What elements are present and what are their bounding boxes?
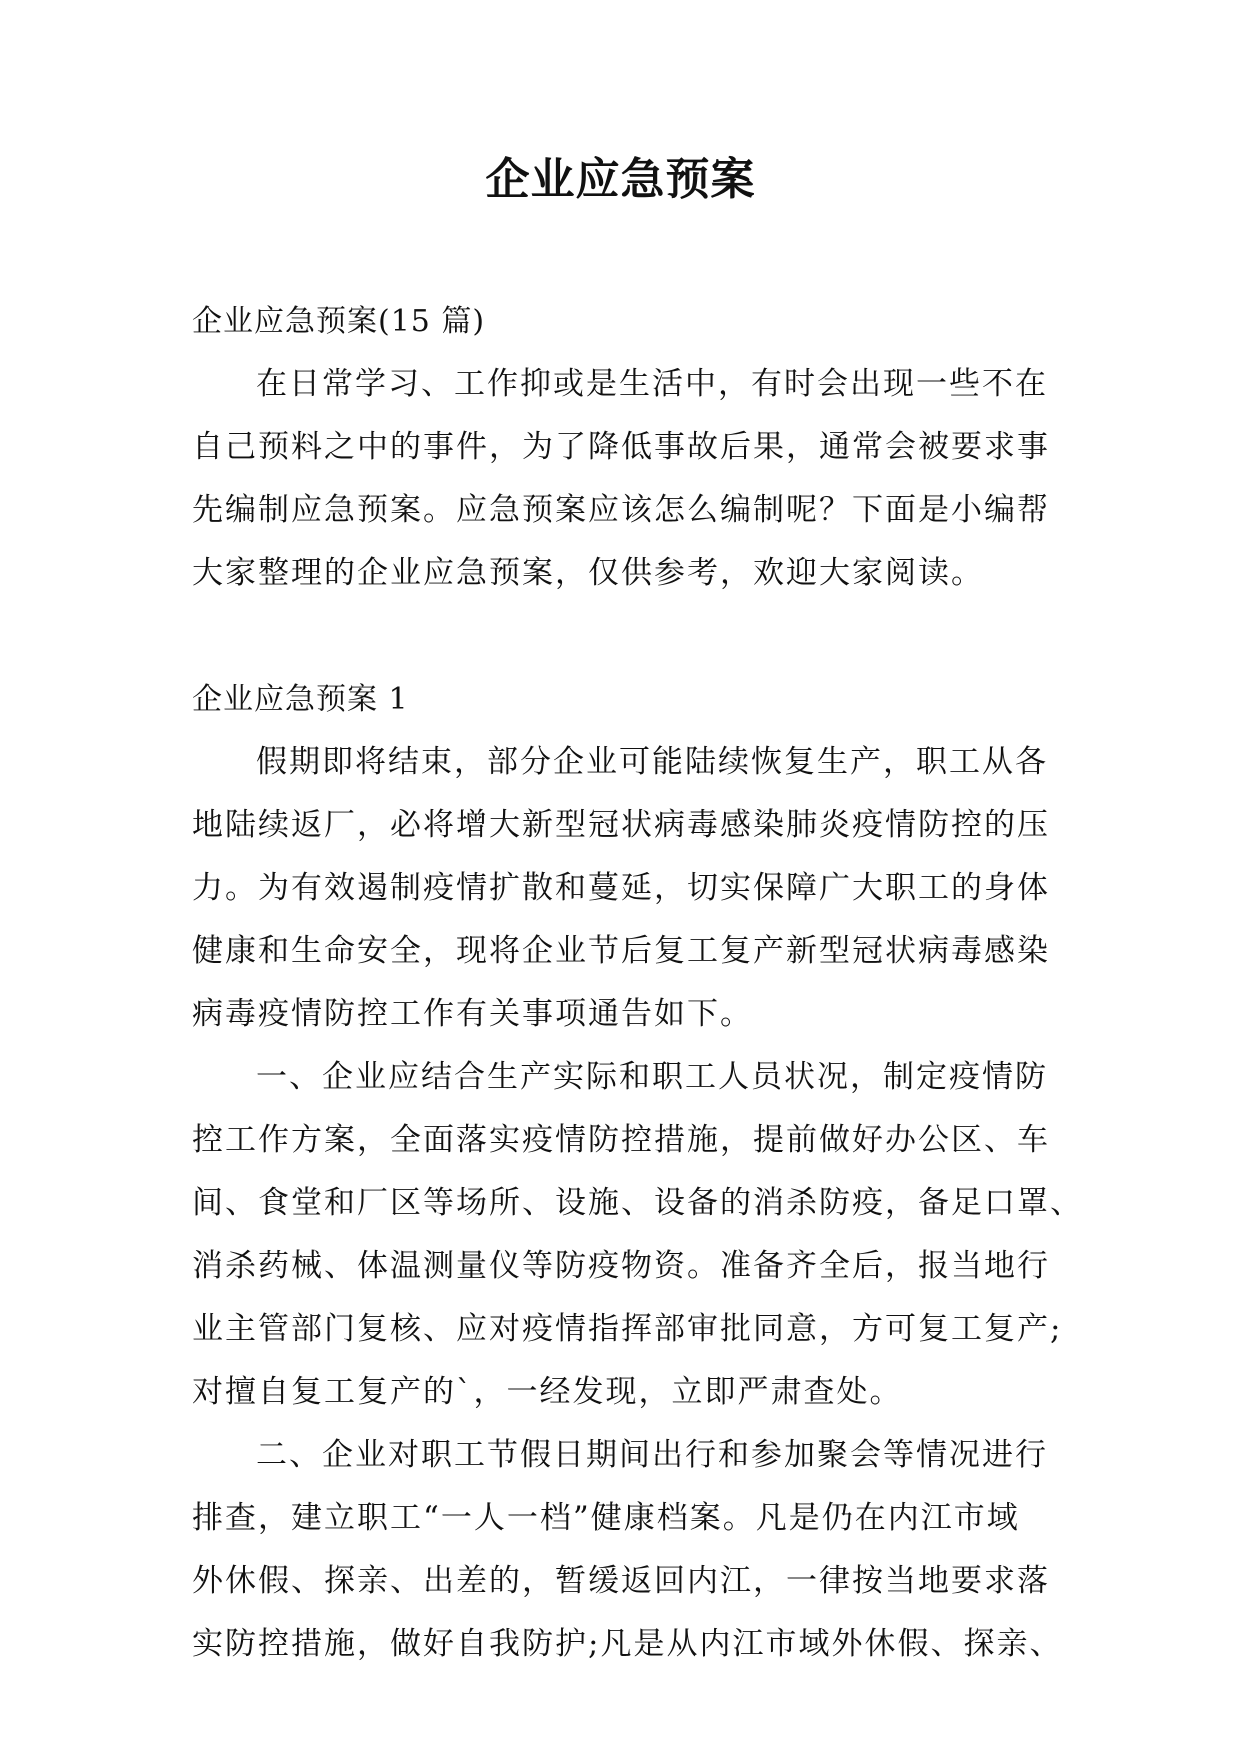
section-paragraph-2 xyxy=(192,1046,1083,1424)
document-body xyxy=(192,290,1083,1676)
paragraph-line: 力。为有效遏制疫情扩散和蔓延，切实保障广大职工的身体 xyxy=(192,870,1050,906)
paragraph-line: 大家整理的企业应急预案，仅供参考，欢迎大家阅读。 xyxy=(192,555,984,591)
paragraph-line: 排查，建立职工“一人一档”健康档案。凡是仍在内江市域 xyxy=(192,1500,1020,1536)
paragraph-line: 消杀药械、体温测量仪等防疫物资。准备齐全后，报当地行 xyxy=(192,1248,1050,1284)
paragraph-line: 控工作方案，全面落实疫情防控措施，提前做好办公区、车 xyxy=(192,1122,1050,1158)
paragraph-line: 病毒疫情防控工作有关事项通告如下。 xyxy=(192,996,753,1032)
document-subtitle: 企业应急预案(15 篇) xyxy=(192,304,486,339)
section-paragraph-3 xyxy=(192,1424,1063,1676)
paragraph-line: 对擅自复工复产的`，一经发现，立即严肃查处。 xyxy=(192,1374,903,1410)
paragraph-line: 一、企业应结合生产实际和职工人员状况，制定疫情防 xyxy=(256,1059,1048,1095)
paragraph-line: 在日常学习、工作抑或是生活中，有时会出现一些不在 xyxy=(256,366,1048,402)
paragraph-line: 先编制应急预案。应急预案应该怎么编制呢？下面是小编帮 xyxy=(192,492,1050,528)
paragraph-line: 业主管部门复核、应对疫情指挥部审批同意，方可复工复产; xyxy=(192,1311,1063,1347)
paragraph-line: 实防控措施，做好自我防护;凡是从内江市域外休假、探亲、 xyxy=(192,1626,1063,1662)
paragraph-line: 假期即将结束，部分企业可能陆续恢复生产，职工从各 xyxy=(256,744,1048,780)
section-paragraph-1 xyxy=(192,731,1052,1046)
paragraph-line: 二、企业对职工节假日期间出行和参加聚会等情况进行 xyxy=(256,1437,1048,1473)
intro-paragraph xyxy=(192,353,1052,605)
section-heading: 企业应急预案 1 xyxy=(192,682,409,717)
paragraph-line: 地陆续返厂，必将增大新型冠状病毒感染肺炎疫情防控的压 xyxy=(192,807,1050,843)
paragraph-line: 健康和生命安全，现将企业节后复工复产新型冠状病毒感染 xyxy=(192,933,1050,969)
paragraph-spacer xyxy=(192,605,1052,668)
paragraph-line: 自己预料之中的事件，为了降低事故后果，通常会被要求事 xyxy=(192,429,1050,465)
document-title: 企业应急预案 xyxy=(485,154,756,205)
paragraph-line: 间、食堂和厂区等场所、设施、设备的消杀防疫，备足口罩、 xyxy=(192,1185,1083,1221)
paragraph-line: 外休假、探亲、出差的，暂缓返回内江，一律按当地要求落 xyxy=(192,1563,1050,1599)
